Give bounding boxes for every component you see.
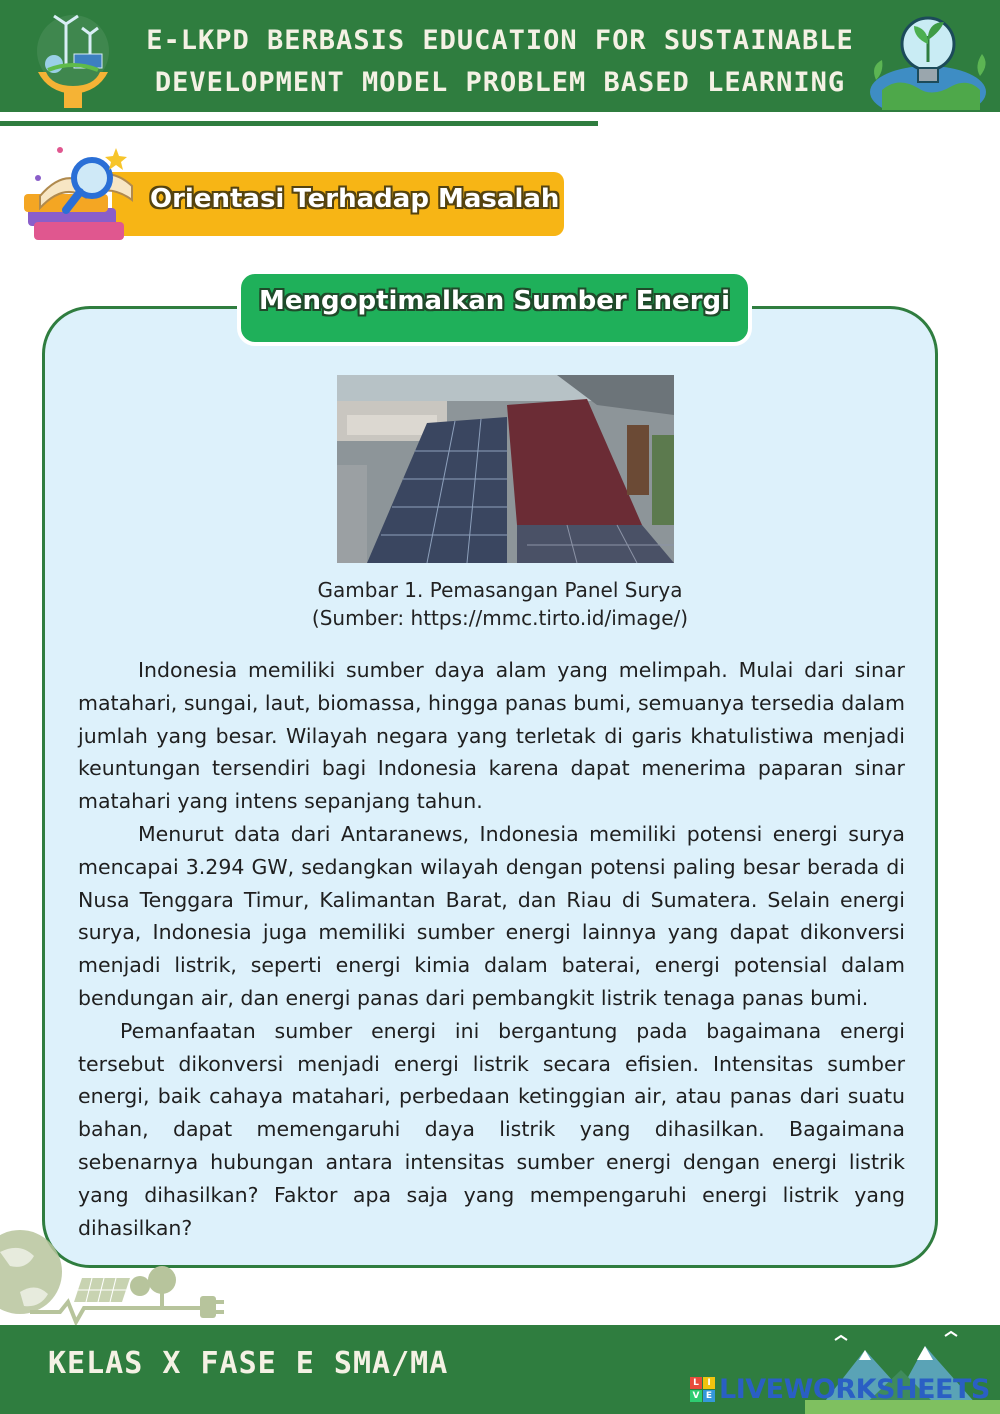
footer-class-label: KELAS X FASE E SMA/MA (48, 1346, 449, 1381)
solar-panel-photo (337, 375, 674, 563)
globe-solar-plug-decoration (0, 1222, 225, 1326)
header-title (120, 20, 880, 104)
green-bulb-globe-icon (868, 10, 990, 110)
article-paragraph: Pemanfaatan sumber energi ini bergantung pada bagaimana energi tersebut dikonversi menjadi energi listrik secara efisien. Intensitas sumber energi, baik cahaya matahari, perbedaan ketinggian air, atau panas dari suatu bahan, dapat memengaruhi daya listrik yang dihasilkan. Bagaimana sebenarnya hubungan antara intensitas sumber energi dengan energi listrik yang dihasilkan? Faktor apa saja yang mempengaruhi energi listrik yang dihasilkan? (78, 1018, 905, 1240)
orientation-label: Orientasi Terhadap Masalah (150, 184, 560, 214)
renewable-energy-hands-icon (28, 6, 118, 110)
header-title-line1: E-LKPD BERBASIS EDUCATION FOR SUSTAINABLE (146, 25, 854, 56)
article-paragraph: Menurut data dari Antaranews, Indonesia memiliki potensi energi surya mencapai 3.294 GW, sedangkan wilayah dengan potensi paling besar berada di Nusa Tenggara Timur, Kalimantan Barat, dan Riau di Sumatera. Selain energi surya, Indonesia juga memiliki sumber energi lainnya yang dapat dikonversi menjadi listrik, seperti energi kimia dalam baterai, energi potensial dalam bendungan air, dan energi panas dari pembangkit listrik tenaga panas bumi. (78, 821, 905, 1010)
header-title-line2: DEVELOPMENT MODEL PROBLEM BASED LEARNING (154, 67, 846, 98)
liveworksheets-brand: LIVEWORKSHEETS (719, 1373, 990, 1405)
header-underline (0, 121, 598, 126)
article-body (78, 654, 905, 1244)
book-magnifier-icon (20, 138, 142, 250)
figure-caption: Gambar 1. Pemasangan Panel Surya (317, 578, 683, 602)
article-paragraph: Indonesia memiliki sumber daya alam yang melimpah. Mulai dari sinar matahari, sungai, laut, biomassa, hingga panas bumi, semuanya tersedia dalam jumlah yang besar. Wilayah negara yang terletak di garis khatulistiwa menjadi keuntungan tersendiri bagi Indonesia karena dapat menerima paparan sinar matahari yang intens sepanjang tahun. (78, 658, 905, 814)
liveworksheets-logo[interactable] (690, 1374, 990, 1404)
figure-caption-block (200, 576, 800, 632)
section-title: Mengoptimalkan Sumber Energi (258, 286, 731, 316)
figure-source: (Sumber: https://mmc.tirto.id/image/) (311, 606, 689, 630)
liveworksheets-icon: L I V E (690, 1377, 715, 1402)
